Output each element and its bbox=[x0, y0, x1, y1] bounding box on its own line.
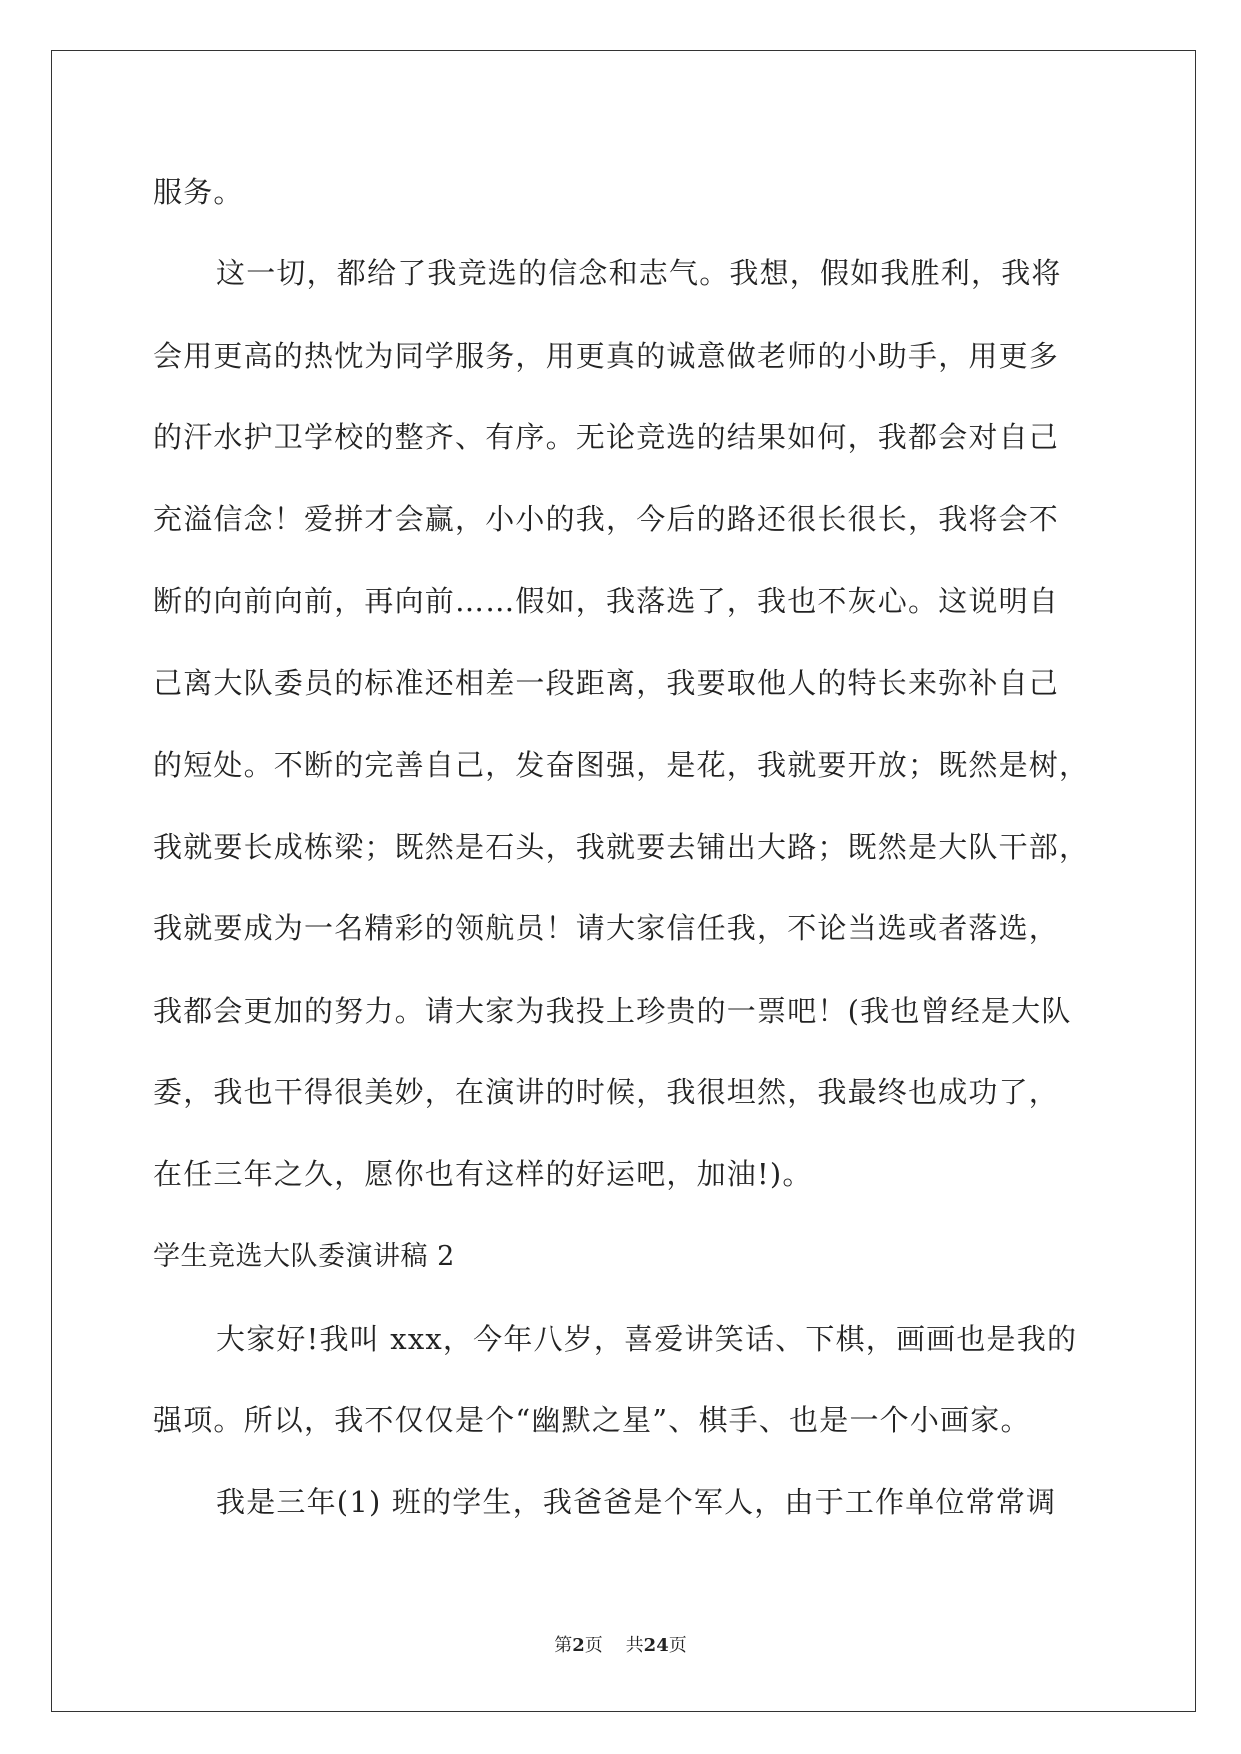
footer-page-suffix: 页 bbox=[584, 1635, 603, 1656]
footer-total-number: 24 bbox=[643, 1635, 669, 1656]
section-heading: 学生竞选大队委演讲稿 2 bbox=[153, 1241, 455, 1272]
paragraph-line: 在任三年之久，愿你也有这样的好运吧，加油!)。 bbox=[153, 1157, 813, 1191]
paragraph-line: 大家好!我叫 xxx，今年八岁，喜爱讲笑话、下棋，画画也是我的 bbox=[216, 1322, 1078, 1356]
paragraph-line: 这一切，都给了我竞选的信念和志气。我想，假如我胜利，我将 bbox=[216, 256, 1062, 290]
paragraph-line: 己离大队委员的标准还相差一段距离，我要取他人的特长来弥补自己 bbox=[153, 666, 1060, 700]
page-footer bbox=[0, 1634, 1241, 1658]
footer-page-prefix: 第 bbox=[554, 1635, 573, 1656]
paragraph-line: 委，我也干得很美妙，在演讲的时候，我很坦然，我最终也成功了， bbox=[153, 1075, 1060, 1109]
footer-total-prefix: 共 bbox=[625, 1635, 644, 1656]
paragraph-line: 我就要长成栋梁；既然是石头，我就要去铺出大路；既然是大队干部， bbox=[153, 830, 1090, 864]
paragraph-line: 会用更高的热忱为同学服务，用更真的诚意做老师的小助手，用更多 bbox=[153, 339, 1060, 373]
paragraph-line: 我都会更加的努力。请大家为我投上珍贵的一票吧！(我也曾经是大队 bbox=[153, 994, 1072, 1028]
paragraph-line: 充溢信念！爱拼才会赢，小小的我，今后的路还很长很长，我将会不 bbox=[153, 502, 1060, 536]
paragraph-line: 的短处。不断的完善自己，发奋图强，是花，我就要开放；既然是树， bbox=[153, 748, 1090, 782]
paragraph-line: 服务。 bbox=[153, 175, 244, 209]
footer-total-suffix: 页 bbox=[668, 1635, 687, 1656]
paragraph-line: 强项。所以，我不仅仅是个“幽默之星”、棋手、也是一个小画家。 bbox=[153, 1403, 1031, 1437]
paragraph-line: 的汗水护卫学校的整齐、有序。无论竞选的结果如何，我都会对自己 bbox=[153, 420, 1060, 454]
paragraph-line: 我就要成为一名精彩的领航员！请大家信任我，不论当选或者落选， bbox=[153, 911, 1060, 945]
paragraph-line: 断的向前向前，再向前……假如，我落选了，我也不灰心。这说明自 bbox=[153, 584, 1060, 618]
paragraph-line: 我是三年(1) 班的学生，我爸爸是个军人，由于工作单位常常调 bbox=[216, 1485, 1057, 1519]
page-border bbox=[51, 50, 1196, 1712]
footer-page-number: 2 bbox=[572, 1635, 585, 1656]
